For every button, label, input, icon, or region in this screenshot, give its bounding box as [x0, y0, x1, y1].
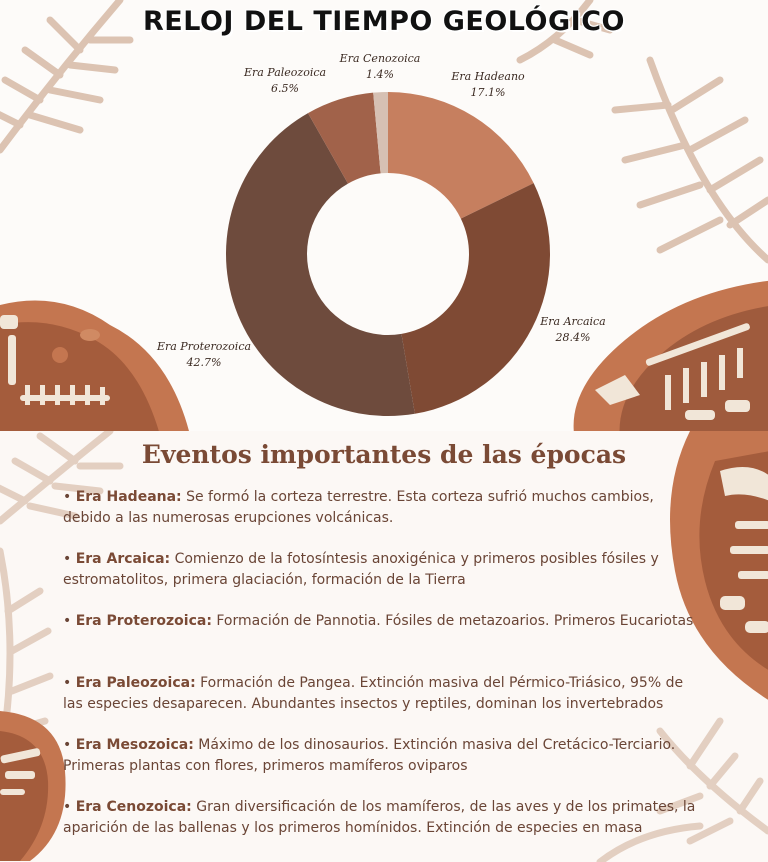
slice-percent-label: 42.7%: [186, 356, 222, 369]
list-item: • Era Cenozoica: Gran diversificación de los mamíferos, de las aves y de los primates, la aparición de las ballenas y los primeros homínidos. Extinción de especies en masa: [63, 799, 696, 836]
event-text: Gran diversificación de los mamíferos, de las aves y de los primates, la aparición de las ballenas y los primeros homínidos. Extinción de especies en masa: [63, 799, 696, 836]
slice-percent-label: 28.4%: [555, 331, 591, 344]
slice-label: Era Paleozoica: [243, 66, 327, 79]
event-text: Comienzo de la fotosíntesis anoxigénica y primeros posibles fósiles y estromatolitos, primera glaciación, formación de la Tierra: [63, 551, 659, 588]
event-name: Era Cenozoica:: [75, 799, 192, 815]
slice-label: Era Hadeano: [451, 70, 525, 83]
slice-label: Era Arcaica: [540, 315, 606, 328]
event-name: Era Hadeana:: [75, 489, 182, 505]
list-item: • Era Arcaica: Comienzo de la fotosíntesis anoxigénica y primeros posibles fósiles y estromatolitos, primera glaciación, formación de la Tierra: [63, 551, 659, 588]
slice-percent-label: 17.1%: [470, 86, 506, 99]
list-item: • Era Hadeana: Se formó la corteza terrestre. Esta corteza sufrió muchos cambios, debido a las numerosas erupciones volcánicas.: [63, 489, 654, 526]
slice-label: Era Cenozoica: [339, 52, 421, 65]
event-text: Máximo de los dinosaurios. Extinción masiva del Cretácico-Terciario. Primeras plantas con flores, primeros mamíferos oviparos: [63, 737, 676, 774]
list-item: • Era Paleozoica: Formación de Pangea. Extinción masiva del Pérmico-Triásico, 95% de las especies desaparecen. Abundantes insectos y reptiles, dominan los invertebrados: [63, 675, 684, 712]
events-title: Eventos importantes de las épocas: [141, 440, 627, 469]
event-text: Se formó la corteza terrestre. Esta corteza sufrió muchos cambios, debido a las numerosas erupciones volcánicas.: [63, 489, 654, 526]
list-item: • Era Mesozoica: Máximo de los dinosaurios. Extinción masiva del Cretácico-Terciario. Primeras plantas con flores, primeros mamíferos oviparos: [63, 737, 676, 774]
events-list: [63, 487, 703, 859]
dinosaur-fossil-icon: [0, 711, 70, 861]
event-name: Era Proterozoica:: [75, 613, 212, 629]
event-text: Formación de Pannotia. Fósiles de metazoarios. Primeros Eucariotas: [211, 613, 694, 629]
list-item: • Era Proterozoica: Formación de Pannotia. Fósiles de metazoarios. Primeros Eucariotas: [63, 613, 694, 629]
event-text: Formación de Pangea. Extinción masiva del Pérmico-Triásico, 95% de las especies desaparecen. Abundantes insectos y reptiles, dominan los invertebrados: [63, 675, 684, 712]
donut-slice-1: [401, 183, 550, 414]
slice-label: Era Proterozoica: [156, 340, 252, 353]
event-name: Era Arcaica:: [75, 551, 171, 567]
event-name: Era Mesozoica:: [75, 737, 194, 753]
page-title: RELOJ DEL TIEMPO GEOLÓGICO: [143, 6, 625, 37]
slice-percent-label: 1.4%: [366, 68, 394, 81]
slice-percent-label: 6.5%: [271, 82, 299, 95]
event-name: Era Paleozoica:: [75, 675, 196, 691]
